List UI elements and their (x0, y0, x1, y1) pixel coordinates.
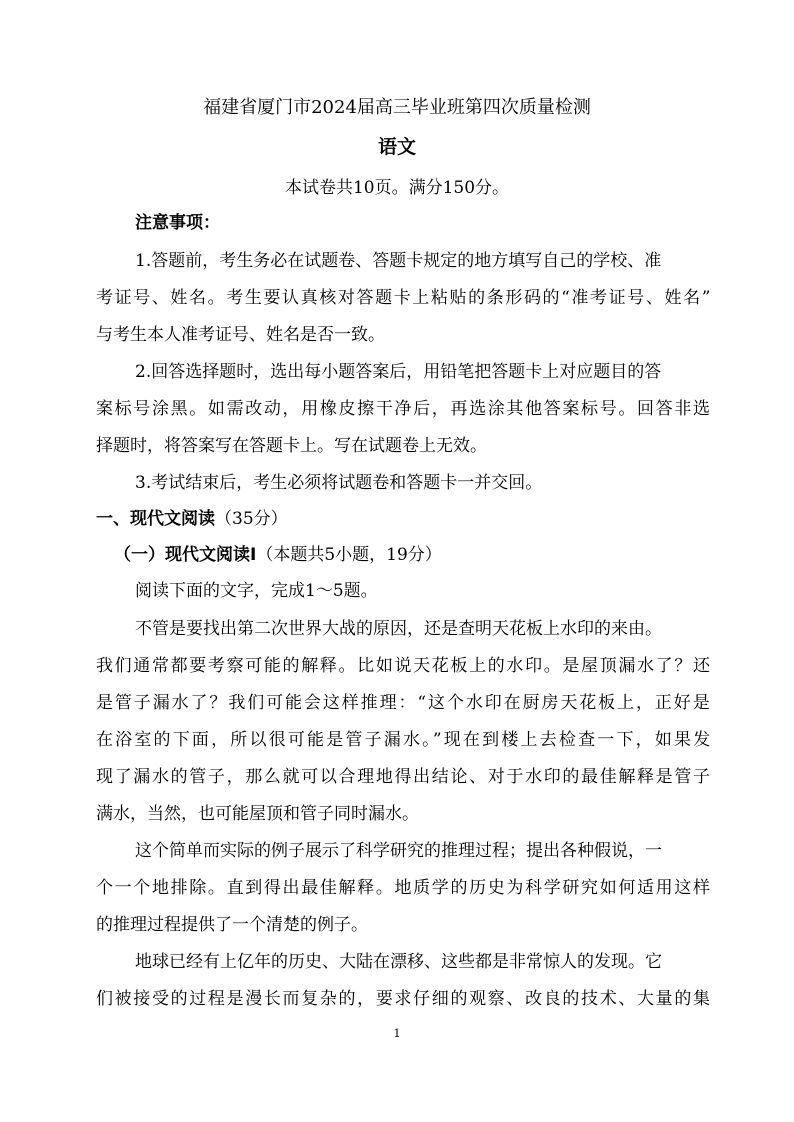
notice-line: 1.答题前，考生务必在试题卷、答题卡规定的地方填写自己的学校、准 (135, 251, 662, 271)
passage-line: 个一个地排除。直到得出最佳解释。地质学的历史为科学研究如何适用这样 (96, 878, 712, 898)
subsection-note: （本题共5小题，19分） (256, 545, 442, 565)
notice-line: 择题时，将答案写在答题卡上。写在试题卷上无效。 (96, 436, 487, 456)
section-score: （35分） (215, 509, 288, 529)
paper-info: 本试卷共10页。满分150分。 (284, 178, 510, 198)
notice-line: 考证号、姓名。考生要认真核对答题卡上粘贴的条形码的“准考证号、姓名” (96, 288, 712, 308)
passage-line: 的推理过程提供了一个清楚的例子。 (96, 915, 368, 935)
passage-line: 不管是要找出第二次世界大战的原因，还是查明天花板上水印的来由。 (135, 619, 662, 639)
subsection-heading (114, 544, 442, 566)
notice-line: 3.考试结束后，考生必须将试题卷和答题卡一并交回。 (135, 473, 543, 493)
page-number: 1 (393, 1027, 401, 1040)
notice-line: 与考生本人准考证号、姓名是否一致。 (96, 325, 385, 345)
passage-line: 在浴室的下面，所以很可能是管子漏水。”现在到楼上去检查一下，如果发 (96, 730, 713, 750)
section-title: 一、现代文阅读 (96, 509, 215, 529)
notice-heading: 注意事项： (135, 213, 220, 233)
exam-title: 福建省厦门市2024届高三毕业班第四次质量检测 (203, 97, 591, 118)
passage-line: 们被接受的过程是漫长而复杂的，要求仔细的观察、改良的技术、大量的集 (96, 989, 712, 1009)
subject-title: 语文 (377, 136, 416, 158)
passage-line: 满水，当然，也可能屋顶和管子同时漏水。 (96, 804, 419, 824)
passage-line: 这个简单而实际的例子展示了科学研究的推理过程；提出各种假说，一 (135, 841, 662, 861)
passage-line: 我们通常都要考察可能的解释。比如说天花板上的水印。是屋顶漏水了？还 (96, 656, 712, 676)
notice-line: 2.回答选择题时，选出每小题答案后，用铅笔把答题卡上对应题目的答 (135, 362, 662, 382)
passage-line: 是管子漏水了？我们可能会这样推理：“这个水印在厨房天花板上，正好是 (96, 693, 712, 713)
notice-line: 案标号涂黑。如需改动，用橡皮擦干净后，再选涂其他答案标号。回答非选 (96, 399, 712, 419)
passage-line: 地球已经有上亿年的历史、大陆在漂移、这些都是非常惊人的发现。它 (135, 952, 662, 972)
reading-instruction: 阅读下面的文字，完成1～5题。 (135, 581, 378, 601)
passage-line: 现了漏水的管子，那么就可以合理地得出结论、对于水印的最佳解释是管子 (96, 767, 712, 787)
subsection-title: （一）现代文阅读Ⅰ (114, 545, 257, 565)
section-heading (96, 508, 288, 530)
